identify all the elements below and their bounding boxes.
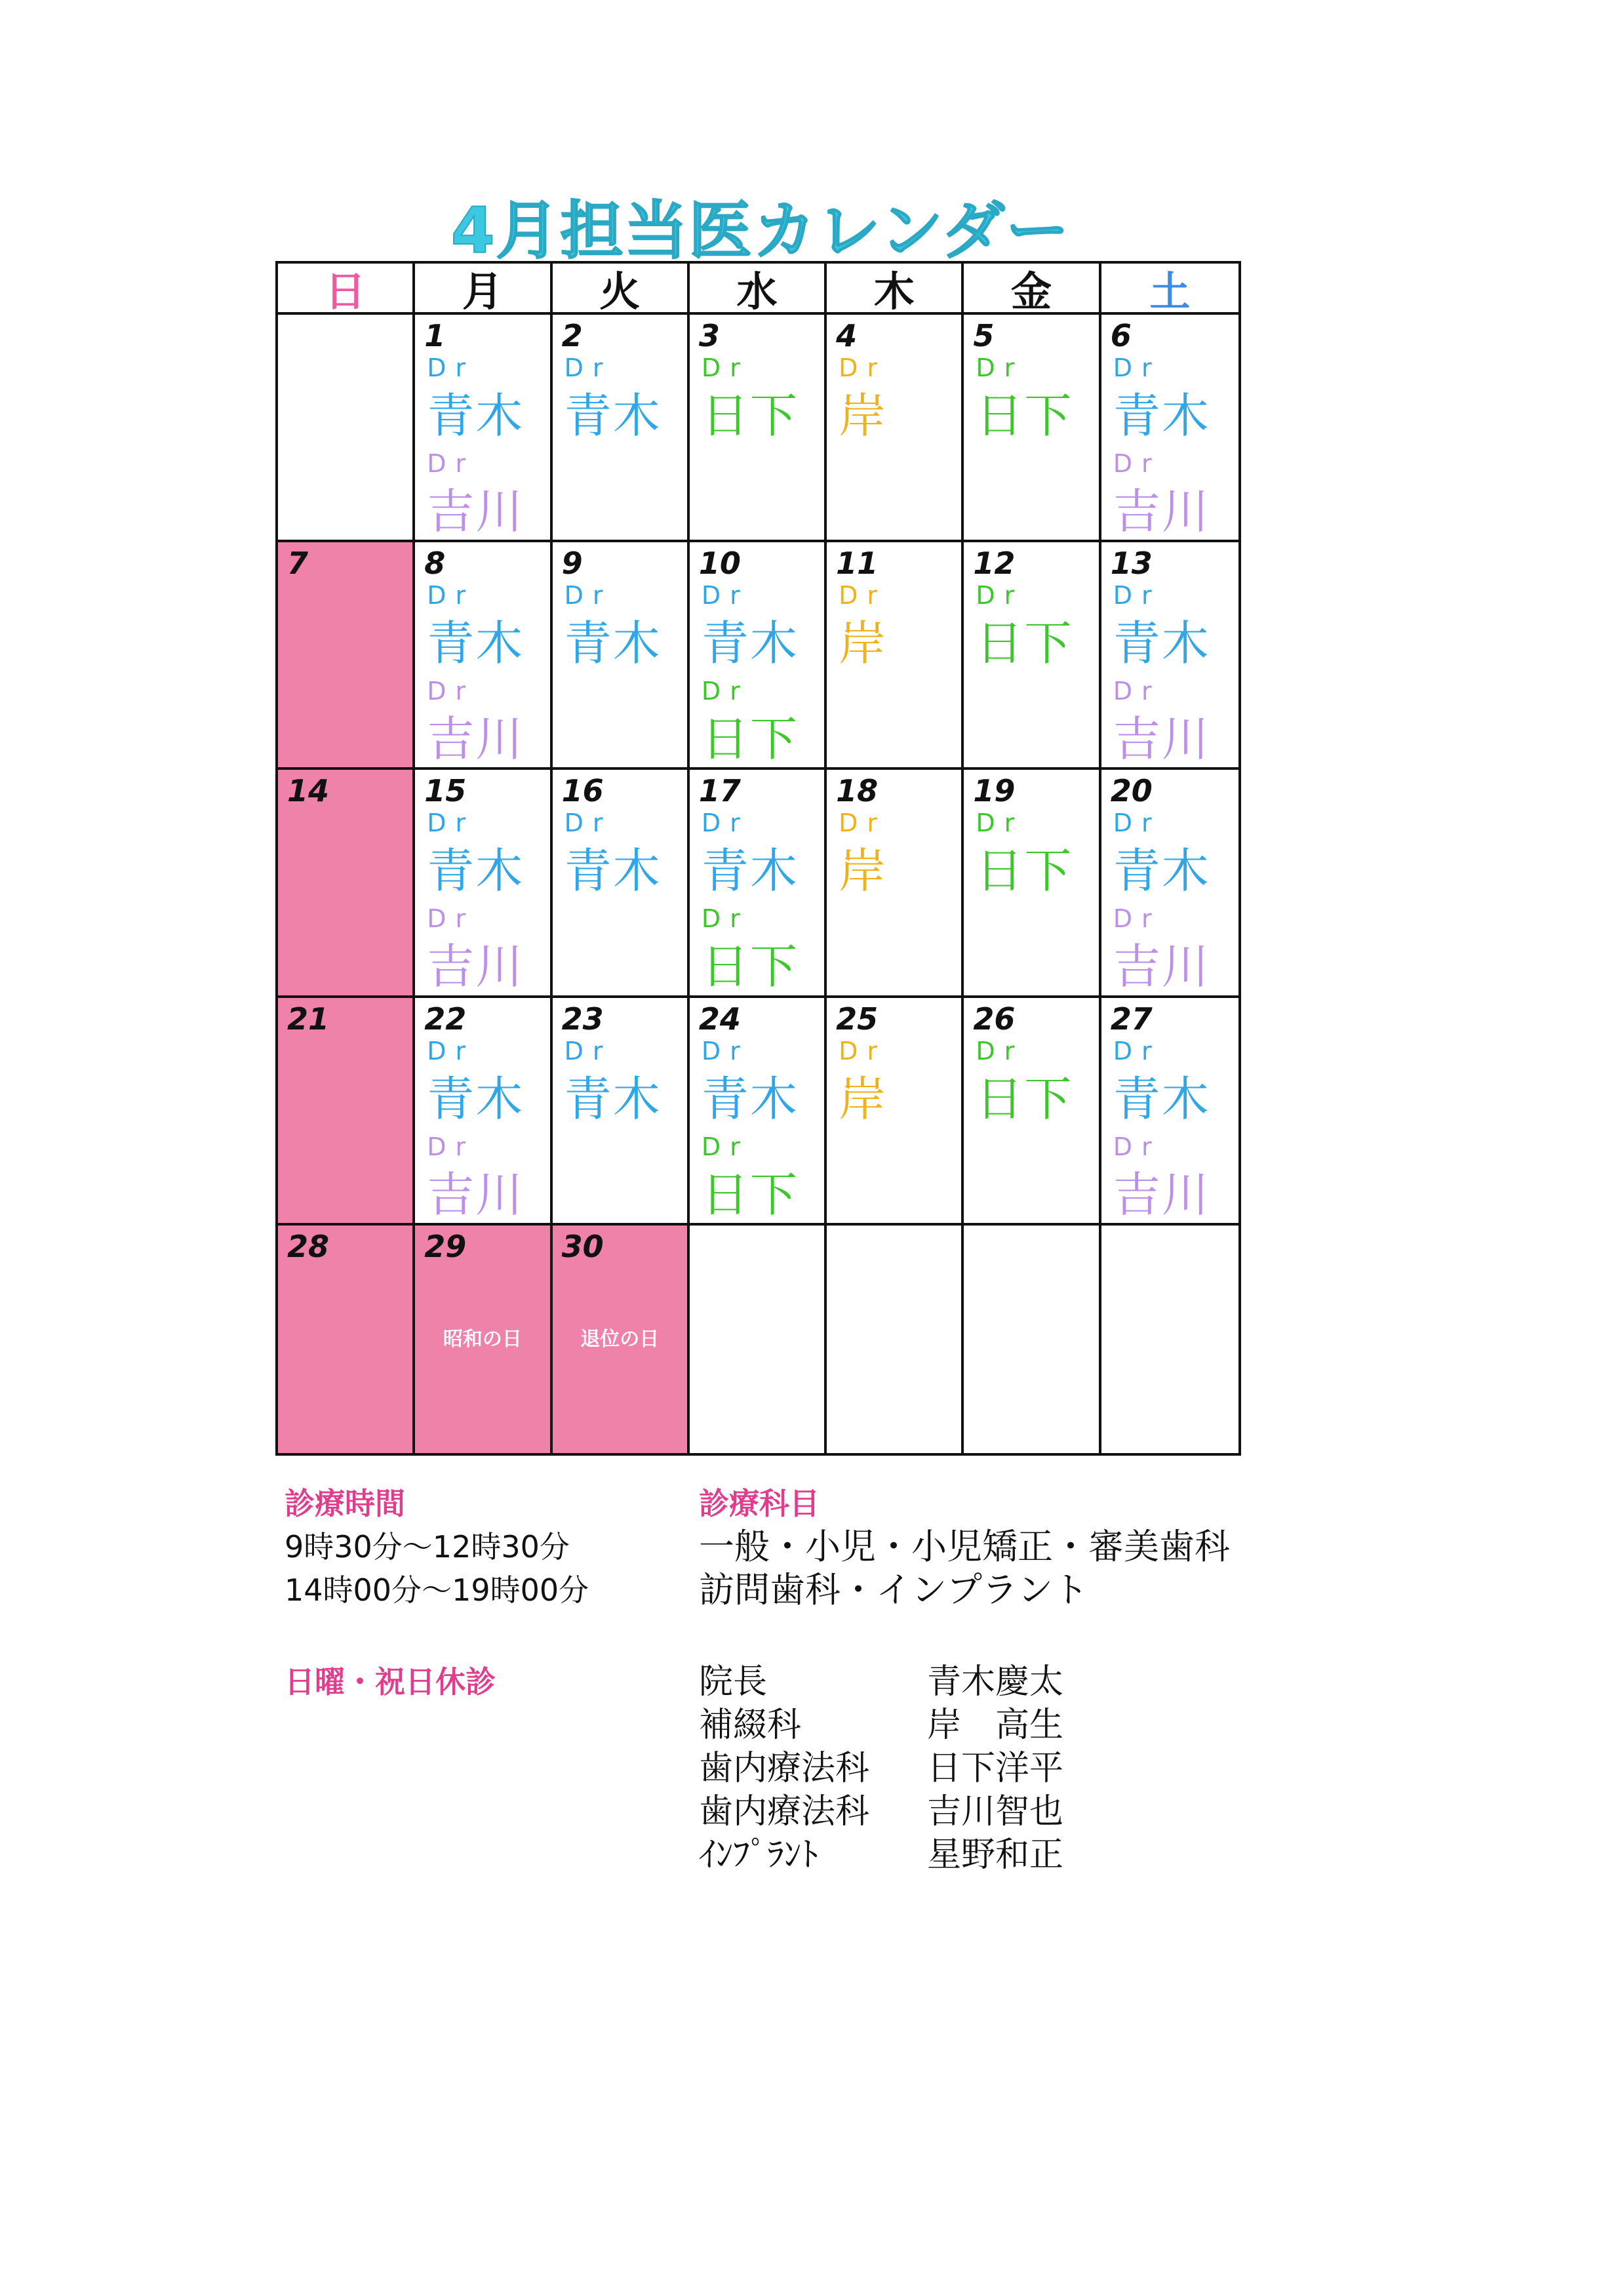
day-number: 20 [1110,773,1153,809]
doctor-list [1113,1036,1235,1226]
calendar-day-cell [415,542,552,770]
doctor-list [702,808,820,997]
doctor-prefix: Dr [976,1036,1024,1066]
day-number: 19 [973,773,1016,809]
doctor-name: 日下 [976,616,1073,671]
staff-name: 岸 高生 [927,1706,1064,1745]
doctor-list [702,580,820,770]
doctor-prefix: Dr [564,581,612,610]
staff-list [699,1660,1063,1877]
doctor-prefix: Dr [701,581,749,610]
doctor-prefix: Dr [427,677,475,706]
doctor-list [427,808,545,997]
day-number: 27 [1110,1001,1153,1037]
doctor-list [1113,580,1235,770]
departments-heading: 診療科目 [699,1486,820,1521]
doctor-list [976,808,1094,904]
doctor-name: 吉川 [427,711,525,767]
doctor-prefix: Dr [427,353,475,382]
calendar-day-cell [1101,770,1238,997]
doctor-prefix: Dr [839,353,887,382]
doctor-name: 岸 [839,1071,888,1127]
doctor-list [564,580,683,676]
calendar-day-cell [415,315,552,542]
doctor-name: 日下 [701,1167,799,1222]
doctor-prefix: Dr [427,449,475,478]
doctor-name: 青木 [701,843,799,899]
calendar-day-cell [278,998,415,1226]
staff-row [699,1704,1063,1747]
hours-line: 9時30分〜12時30分 [285,1529,570,1565]
day-number: 25 [836,1001,879,1037]
calendar-day-cell [964,315,1101,542]
day-number: 10 [698,546,741,582]
doctor-list [427,580,545,770]
doctor-name: 岸 [839,843,888,899]
weekday-header: 木 [827,264,964,315]
day-number: 4 [836,318,858,353]
doctor-name: 吉川 [1113,711,1210,767]
closed-note: 日曜・祝日休診 [285,1664,496,1700]
day-number: 21 [287,1001,330,1037]
staff-name: 吉川智也 [927,1792,1064,1831]
calendar-day-cell [964,1226,1101,1453]
doctor-prefix: Dr [564,808,612,838]
doctor-name: 青木 [1113,388,1210,443]
day-number: 5 [973,318,995,353]
staff-role: 院長 [699,1662,768,1702]
doctor-prefix: Dr [427,1132,475,1161]
page-title: 4月担当医カレンダー [450,194,1071,268]
staff-role: 歯内療法科 [699,1792,870,1831]
weekday-header: 土 [1101,264,1238,315]
day-number: 1 [424,318,446,353]
day-number: 11 [836,546,879,582]
doctor-prefix: Dr [839,808,887,838]
calendar-day-cell [964,770,1101,997]
staff-role: 歯内療法科 [699,1749,870,1788]
calendar-day-cell [690,770,827,997]
calendar-day-cell [1101,542,1238,770]
doctor-prefix: Dr [701,1036,749,1066]
doctor-list [564,808,683,904]
hours-section [285,1482,589,1612]
day-number: 9 [561,546,583,582]
calendar-day-cell [415,998,552,1226]
day-number: 12 [973,546,1016,582]
staff-row [699,1833,1063,1877]
doctor-name: 岸 [839,388,888,443]
day-number: 24 [698,1001,741,1037]
calendar-day-cell [1101,1226,1238,1453]
doctor-name: 吉川 [427,484,525,539]
calendar-day-cell [690,1226,827,1453]
calendar-day-cell [415,1226,552,1453]
calendar-day-cell [827,315,964,542]
day-number: 22 [424,1001,467,1037]
doctor-name: 青木 [427,388,525,443]
doctor-name: 青木 [564,388,662,443]
day-number: 2 [561,318,583,353]
doctor-prefix: Dr [976,581,1024,610]
staff-name: 青木慶太 [927,1662,1064,1702]
calendar-day-cell [690,998,827,1226]
doctor-list [427,353,545,542]
holiday-label: 昭和の日 [443,1327,522,1351]
doctor-list [1113,808,1235,997]
calendar-grid [275,261,1241,1456]
doctor-list [839,353,957,449]
closed-note-section [285,1660,496,1704]
doctor-name: 日下 [701,711,799,767]
doctor-list [839,808,957,904]
calendar-day-cell [415,770,552,997]
doctor-name: 日下 [976,388,1073,443]
doctor-list [702,1036,820,1226]
calendar-day-cell [553,315,690,542]
day-number: 28 [287,1228,330,1264]
doctor-prefix: Dr [701,808,749,838]
doctor-name: 日下 [976,843,1073,899]
doctor-list [976,353,1094,449]
doctor-list [564,1036,683,1132]
calendar-day-cell [278,1226,415,1453]
doctor-name: 吉川 [427,1167,525,1222]
doctor-name: 吉川 [1113,484,1210,539]
calendar-day-cell [827,542,964,770]
doctor-list [839,580,957,676]
staff-name: 星野和正 [927,1835,1064,1875]
weekday-header: 金 [964,264,1101,315]
doctor-name: 青木 [564,843,662,899]
doctor-prefix: Dr [701,1132,749,1161]
doctor-list [976,580,1094,676]
doctor-name: 青木 [427,616,525,671]
staff-name: 日下洋平 [927,1749,1064,1788]
doctor-prefix: Dr [1113,581,1161,610]
staff-row [699,1790,1063,1833]
departments-line: 一般・小児・小児矯正・審美歯科 [699,1526,1230,1567]
day-number: 3 [698,318,720,353]
doctor-prefix: Dr [1113,904,1161,934]
calendar-day-cell [827,998,964,1226]
doctor-name: 日下 [701,939,799,995]
doctor-name: 日下 [701,388,799,443]
calendar-day-cell [553,1226,690,1453]
doctor-name: 吉川 [427,939,525,995]
calendar-day-cell [690,315,827,542]
doctor-prefix: Dr [976,353,1024,382]
doctor-name: 青木 [564,616,662,671]
day-number: 23 [561,1001,604,1037]
doctor-prefix: Dr [701,904,749,934]
calendar-day-cell [553,542,690,770]
doctor-name: 青木 [427,843,525,899]
doctor-prefix: Dr [839,1036,887,1066]
doctor-prefix: Dr [1113,353,1161,382]
weekday-header: 月 [415,264,552,315]
calendar-day-cell [827,1226,964,1453]
calendar-day-cell [827,770,964,997]
day-number: 8 [424,546,446,582]
doctor-prefix: Dr [427,581,475,610]
doctor-prefix: Dr [701,353,749,382]
calendar-day-cell [278,315,415,542]
calendar-day-cell [553,770,690,997]
doctor-name: 青木 [564,1071,662,1127]
doctor-prefix: Dr [1113,1036,1161,1066]
calendar-day-cell [964,998,1101,1226]
day-number: 26 [973,1001,1016,1037]
doctor-prefix: Dr [564,1036,612,1066]
calendar-day-cell [1101,315,1238,542]
doctor-prefix: Dr [427,808,475,838]
doctor-prefix: Dr [839,581,887,610]
holiday-label: 退位の日 [580,1327,660,1351]
day-number: 16 [561,773,604,809]
weekday-header: 日 [278,264,415,315]
staff-role: ｲﾝﾌﾟﾗﾝﾄ [699,1835,819,1875]
calendar-day-cell [690,542,827,770]
doctor-prefix: Dr [1113,808,1161,838]
doctor-name: 青木 [1113,843,1210,899]
doctor-prefix: Dr [1113,449,1161,478]
doctor-name: 青木 [701,1071,799,1127]
weekday-header: 水 [690,264,827,315]
day-number: 29 [424,1228,467,1264]
doctor-list [427,1036,545,1226]
day-number: 30 [561,1228,604,1264]
doctor-name: 青木 [1113,1071,1210,1127]
calendar-day-cell [278,770,415,997]
calendar-day-cell [553,998,690,1226]
departments-line: 訪問歯科・インプラント [699,1569,1088,1610]
departments-section [699,1482,1230,1612]
doctor-prefix: Dr [427,1036,475,1066]
doctor-list [702,353,820,449]
weekday-header: 火 [553,264,690,315]
calendar-day-cell [278,542,415,770]
day-number: 17 [698,773,741,809]
day-number: 7 [287,546,309,582]
doctor-name: 吉川 [1113,1167,1210,1222]
doctor-prefix: Dr [1113,677,1161,706]
doctor-name: 青木 [427,1071,525,1127]
doctor-list [976,1036,1094,1132]
day-number: 15 [424,773,467,809]
staff-row [699,1747,1063,1790]
doctor-list [1113,353,1235,542]
staff-row [699,1660,1063,1704]
day-number: 13 [1110,546,1153,582]
doctor-prefix: Dr [701,677,749,706]
day-number: 14 [287,773,330,809]
day-number: 6 [1110,318,1132,353]
doctor-name: 日下 [976,1071,1073,1127]
staff-role: 補綴科 [699,1706,802,1745]
calendar-day-cell [1101,998,1238,1226]
doctor-prefix: Dr [1113,1132,1161,1161]
doctor-name: 青木 [701,616,799,671]
doctor-prefix: Dr [564,353,612,382]
doctor-name: 岸 [839,616,888,671]
hours-heading: 診療時間 [285,1486,405,1521]
doctor-list [839,1036,957,1132]
calendar-day-cell [964,542,1101,770]
hours-line: 14時00分〜19時00分 [285,1572,589,1608]
doctor-prefix: Dr [427,904,475,934]
doctor-name: 吉川 [1113,939,1210,995]
doctor-prefix: Dr [976,808,1024,838]
doctor-name: 青木 [1113,616,1210,671]
doctor-list [564,353,683,449]
day-number: 18 [836,773,879,809]
